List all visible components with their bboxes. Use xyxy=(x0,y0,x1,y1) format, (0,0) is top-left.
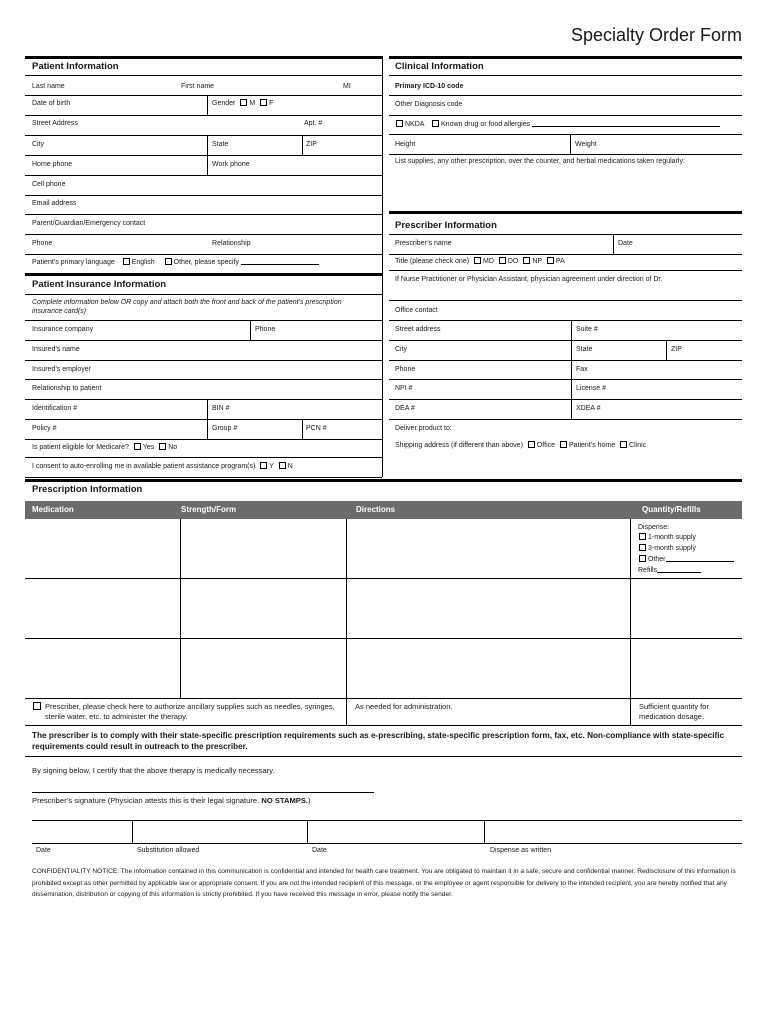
sufficient-quantity-label: Sufficient quantity for medication dosage. xyxy=(639,702,709,721)
date-label-2: Date xyxy=(312,847,327,854)
one-month-checkbox[interactable] xyxy=(639,533,646,540)
state-label: State xyxy=(212,141,229,148)
english-checkbox[interactable] xyxy=(123,258,130,265)
other-supply-input[interactable] xyxy=(666,561,734,562)
patient-info-heading: Patient Information xyxy=(32,61,119,72)
other-language-checkbox[interactable] xyxy=(165,258,172,265)
three-month-checkbox[interactable] xyxy=(639,544,646,551)
divider xyxy=(613,234,614,254)
divider xyxy=(25,155,382,156)
agreement-label: If Nurse Practitioner or Physician Assistant, physician agreement under direction of Dr. xyxy=(395,276,663,283)
medication-input-2[interactable] xyxy=(26,579,179,637)
rx-table-header xyxy=(25,501,742,519)
divider xyxy=(389,234,742,235)
insurance-instructions: Complete information below OR copy and attach both the front and back of the patient’s prescription insurance card(s) xyxy=(32,299,342,315)
medicare-label: Is patient eligible for Medicare? xyxy=(32,444,129,451)
divider xyxy=(389,154,742,155)
divider xyxy=(25,439,382,440)
np-checkbox[interactable] xyxy=(523,257,530,264)
consent-label: I consent to auto-enrolling me in available patient assistance program(s) xyxy=(32,463,256,470)
apt-label: Apt. # xyxy=(304,120,323,127)
gender-m-label: M xyxy=(249,100,256,107)
allergies-checkbox[interactable] xyxy=(432,120,439,127)
other-language-input[interactable] xyxy=(241,264,319,265)
date-input-2[interactable] xyxy=(308,821,483,842)
office-contact-label: Office contact xyxy=(395,307,438,314)
consent-no-label: N xyxy=(287,463,293,470)
ancillary-checkbox[interactable] xyxy=(33,702,41,710)
three-month-option xyxy=(636,544,696,553)
divider xyxy=(302,135,303,155)
substitution-signature-input[interactable] xyxy=(133,821,306,842)
emergency-contact-label: Parent/Guardian/Emergency contact xyxy=(32,220,146,227)
do-checkbox[interactable] xyxy=(499,257,506,264)
divider xyxy=(389,75,742,76)
insurance-phone-label: Phone xyxy=(255,326,276,333)
col-strength: Strength/Form xyxy=(181,505,237,514)
divider xyxy=(207,399,208,419)
prescriber-city-label: City xyxy=(395,346,408,353)
office-checkbox[interactable] xyxy=(528,441,535,448)
rx-top-rule xyxy=(25,479,742,482)
divider xyxy=(382,56,383,477)
gender-field xyxy=(212,99,273,108)
divider xyxy=(25,75,382,76)
dispense-signature-input[interactable] xyxy=(485,821,741,842)
language-field xyxy=(32,258,319,267)
form-title: Specialty Order Form xyxy=(570,25,742,45)
dispense-label: Dispense: xyxy=(638,524,670,531)
md-label: MD xyxy=(483,258,494,265)
gender-f-label: F xyxy=(269,100,274,107)
medicare-no-checkbox[interactable] xyxy=(159,443,166,450)
divider xyxy=(25,115,382,116)
home-phone-label: Home phone xyxy=(32,161,73,168)
col-quantity: Quantity/Refills xyxy=(642,505,701,514)
divider xyxy=(571,379,572,399)
language-label: Patient’s primary language xyxy=(32,259,115,266)
divider xyxy=(571,399,572,419)
divider xyxy=(570,134,571,154)
nkda-checkbox[interactable] xyxy=(396,120,403,127)
icd10-label: Primary ICD-10 code xyxy=(395,83,464,90)
date-label-1: Date xyxy=(36,847,51,854)
np-label: NP xyxy=(532,258,542,265)
one-month-label: 1-month supply xyxy=(648,534,696,541)
divider xyxy=(389,419,742,420)
signature-line[interactable] xyxy=(32,792,374,793)
divider xyxy=(25,457,382,458)
patient-home-checkbox[interactable] xyxy=(560,441,567,448)
divider xyxy=(25,95,382,96)
xdea-label: XDEA # xyxy=(576,405,601,412)
signature-suffix: ) xyxy=(308,796,311,805)
do-label: DO xyxy=(507,258,519,265)
medicare-no-label: No xyxy=(168,444,178,451)
allergies-label: Known drug or food allergies xyxy=(441,121,531,128)
divider xyxy=(25,320,382,321)
clinical-top-rule xyxy=(389,56,742,59)
pa-label: PA xyxy=(555,258,565,265)
other-language-label: Other, please specify xyxy=(173,259,240,266)
date-input-1[interactable] xyxy=(33,821,131,842)
divider xyxy=(630,519,631,725)
divider xyxy=(25,254,382,255)
divider xyxy=(25,756,742,757)
patient-home-label: Patient’s home xyxy=(568,442,616,449)
prescriber-info-heading: Prescriber Information xyxy=(395,220,497,231)
zip-label: ZIP xyxy=(306,141,317,148)
consent-no-checkbox[interactable] xyxy=(279,462,286,469)
medicare-yes-checkbox[interactable] xyxy=(134,443,141,450)
dob-label: Date of birth xyxy=(32,100,71,107)
deliver-label: Deliver product to: xyxy=(395,425,452,432)
directions-input-3[interactable] xyxy=(347,639,629,697)
other-supply-option xyxy=(636,555,734,564)
last-name-label: Last name xyxy=(32,83,65,90)
fax-label: Fax xyxy=(576,366,588,373)
street-label: Street Address xyxy=(32,120,78,127)
confidentiality-notice: CONFIDENTIALITY NOTICE: The information contained in this communication is confidential and intended for health care treatment. You are obligated to maintain it in a safe, secure and confidential manner. Redisclosure of this information is prohibited except as other permitted by applicable law or appropriate consent. If you are not the intended recipient of this message, or the employee or agent responsible for delivery to the intended recipient, you are hereby notified that any dissemination, distribution or copying of this information is strictly prohibited. If you have received this message in error, please notify the sender. xyxy=(32,868,736,898)
allergies-input[interactable] xyxy=(532,126,720,127)
title-label: Title (please check one) xyxy=(395,258,470,265)
gender-label: Gender xyxy=(212,100,236,107)
consent-yes-label: Y xyxy=(269,463,274,470)
npi-label: NPI # xyxy=(395,385,413,392)
medication-input-3[interactable] xyxy=(26,639,179,697)
no-stamps: NO STAMPS. xyxy=(261,796,309,805)
patient-top-rule xyxy=(25,56,382,59)
insured-name-label: Insured’s name xyxy=(32,346,80,353)
contact-phone-label: Phone xyxy=(32,240,53,247)
prescriber-name-label: Prescriber’s name xyxy=(395,240,452,247)
divider xyxy=(25,234,382,235)
divider xyxy=(571,360,572,379)
divider xyxy=(571,320,572,340)
city-label: City xyxy=(32,141,45,148)
compliance-text: The prescriber is to comply with their state-specific prescription requirements such as e-prescribing, state-specific prescription form, fax, etc. Non-compliance with state-specific requirements could result in outreach to the prescriber. xyxy=(32,731,725,751)
col-medication: Medication xyxy=(32,505,74,514)
divider xyxy=(666,340,667,360)
divider xyxy=(25,135,382,136)
identification-label: Identification # xyxy=(32,405,78,412)
consent-yes-checkbox[interactable] xyxy=(260,462,267,469)
insurance-heading: Patient Insurance Information xyxy=(32,279,167,290)
first-name-label: First name xyxy=(181,83,215,90)
clinic-checkbox[interactable] xyxy=(620,441,627,448)
divider xyxy=(389,340,742,341)
strength-input-2[interactable] xyxy=(181,579,345,637)
directions-input-2[interactable] xyxy=(347,579,629,637)
english-label: English xyxy=(131,259,155,266)
divider xyxy=(25,360,382,361)
mi-label: MI xyxy=(343,83,351,90)
rx-heading: Prescription Information xyxy=(32,484,143,495)
signature-label xyxy=(32,796,311,805)
md-checkbox[interactable] xyxy=(474,257,481,264)
one-month-option xyxy=(636,533,696,542)
divider xyxy=(389,379,742,380)
prescriber-top-rule xyxy=(389,211,742,214)
weight-label: Weight xyxy=(575,141,597,148)
ancillary-label: Prescriber, please check here to authorize ancillary supplies such as needles, syringes, sterile water, etc. to administer the therapy. xyxy=(45,702,335,721)
divider xyxy=(389,95,742,96)
clinic-label: Clinic xyxy=(629,442,647,449)
divider xyxy=(250,320,251,340)
divider xyxy=(25,698,742,699)
as-needed-label: As needed for administration. xyxy=(355,702,453,711)
divider xyxy=(389,134,742,135)
divider xyxy=(25,340,382,341)
divider xyxy=(389,115,742,116)
divider xyxy=(25,725,742,726)
shipping-label: Shipping address (if different than above) xyxy=(395,442,523,449)
divider xyxy=(207,155,208,175)
work-phone-label: Work phone xyxy=(212,161,250,168)
supplies-label: List supplies, any other prescription, over the counter, and herbal medications taken regularly: xyxy=(395,158,685,165)
divider xyxy=(25,419,382,420)
refills-label: Refills xyxy=(638,567,658,574)
suite-label: Suite # xyxy=(576,326,598,333)
divider xyxy=(32,843,742,844)
divider xyxy=(389,399,742,400)
dispense-written-label: Dispense as written xyxy=(490,847,552,854)
divider xyxy=(25,379,382,380)
certify-text: By signing below, I certify that the above therapy is medically necessary. xyxy=(32,766,275,775)
divider xyxy=(389,254,742,255)
other-diagnosis-label: Other Diagnosis code xyxy=(395,101,463,108)
gender-f-checkbox[interactable] xyxy=(260,99,267,106)
other-supply-label: Other xyxy=(648,556,666,563)
col-directions: Directions xyxy=(356,505,396,514)
policy-label: Policy # xyxy=(32,425,57,432)
divider xyxy=(389,320,742,321)
refills-field xyxy=(638,566,701,575)
divider xyxy=(207,135,208,155)
divider xyxy=(302,419,303,439)
email-label: Email address xyxy=(32,200,77,207)
directions-input-1[interactable] xyxy=(347,520,629,577)
divider xyxy=(571,340,572,360)
divider xyxy=(389,300,742,301)
divider xyxy=(25,477,382,478)
divider xyxy=(25,399,382,400)
office-label: Office xyxy=(536,442,556,449)
three-month-label: 3-month supply xyxy=(648,545,696,552)
height-label: Height xyxy=(395,141,416,148)
prescriber-zip-label: ZIP xyxy=(671,346,682,353)
gender-m-checkbox[interactable] xyxy=(240,99,247,106)
group-label: Group # xyxy=(212,425,238,432)
divider xyxy=(389,270,742,271)
prescriber-date-label: Date xyxy=(618,240,633,247)
divider xyxy=(207,95,208,115)
divider xyxy=(25,214,382,215)
contact-relationship-label: Relationship xyxy=(212,240,251,247)
insured-employer-label: Insured’s employer xyxy=(32,366,92,373)
prescriber-phone-label: Phone xyxy=(395,366,416,373)
insurance-top-rule xyxy=(25,273,382,276)
pa-checkbox[interactable] xyxy=(547,257,554,264)
consent-field xyxy=(32,462,293,471)
divider xyxy=(389,360,742,361)
bin-label: BIN # xyxy=(212,405,230,412)
divider xyxy=(25,175,382,176)
relationship-to-patient-label: Relationship to patient xyxy=(32,385,102,392)
medicare-field xyxy=(32,443,177,452)
divider xyxy=(25,195,382,196)
clinical-info-heading: Clinical Information xyxy=(395,61,484,72)
allergies-field xyxy=(393,120,720,129)
dea-label: DEA # xyxy=(395,405,415,412)
refills-input[interactable] xyxy=(657,572,701,573)
divider xyxy=(207,419,208,439)
insurance-company-label: Insurance company xyxy=(32,326,94,333)
pcn-label: PCN # xyxy=(306,425,327,432)
license-label: License # xyxy=(576,385,606,392)
signature-prefix: Prescriber’s signature (Physician attests this is their legal signature. xyxy=(32,796,260,805)
cell-phone-label: Cell phone xyxy=(32,181,66,188)
medicare-yes-label: Yes xyxy=(142,444,155,451)
other-supply-checkbox[interactable] xyxy=(639,555,646,562)
prescriber-state-label: State xyxy=(576,346,593,353)
medication-input-1[interactable] xyxy=(26,520,179,577)
strength-input-3[interactable] xyxy=(181,639,345,697)
title-field xyxy=(395,257,565,266)
nkda-label: NKDA xyxy=(405,121,425,128)
shipping-field xyxy=(395,441,646,450)
prescriber-street-label: Street address xyxy=(395,326,441,333)
substitution-label: Substitution allowed xyxy=(137,847,200,854)
divider xyxy=(25,294,382,295)
strength-input-1[interactable] xyxy=(181,520,345,577)
